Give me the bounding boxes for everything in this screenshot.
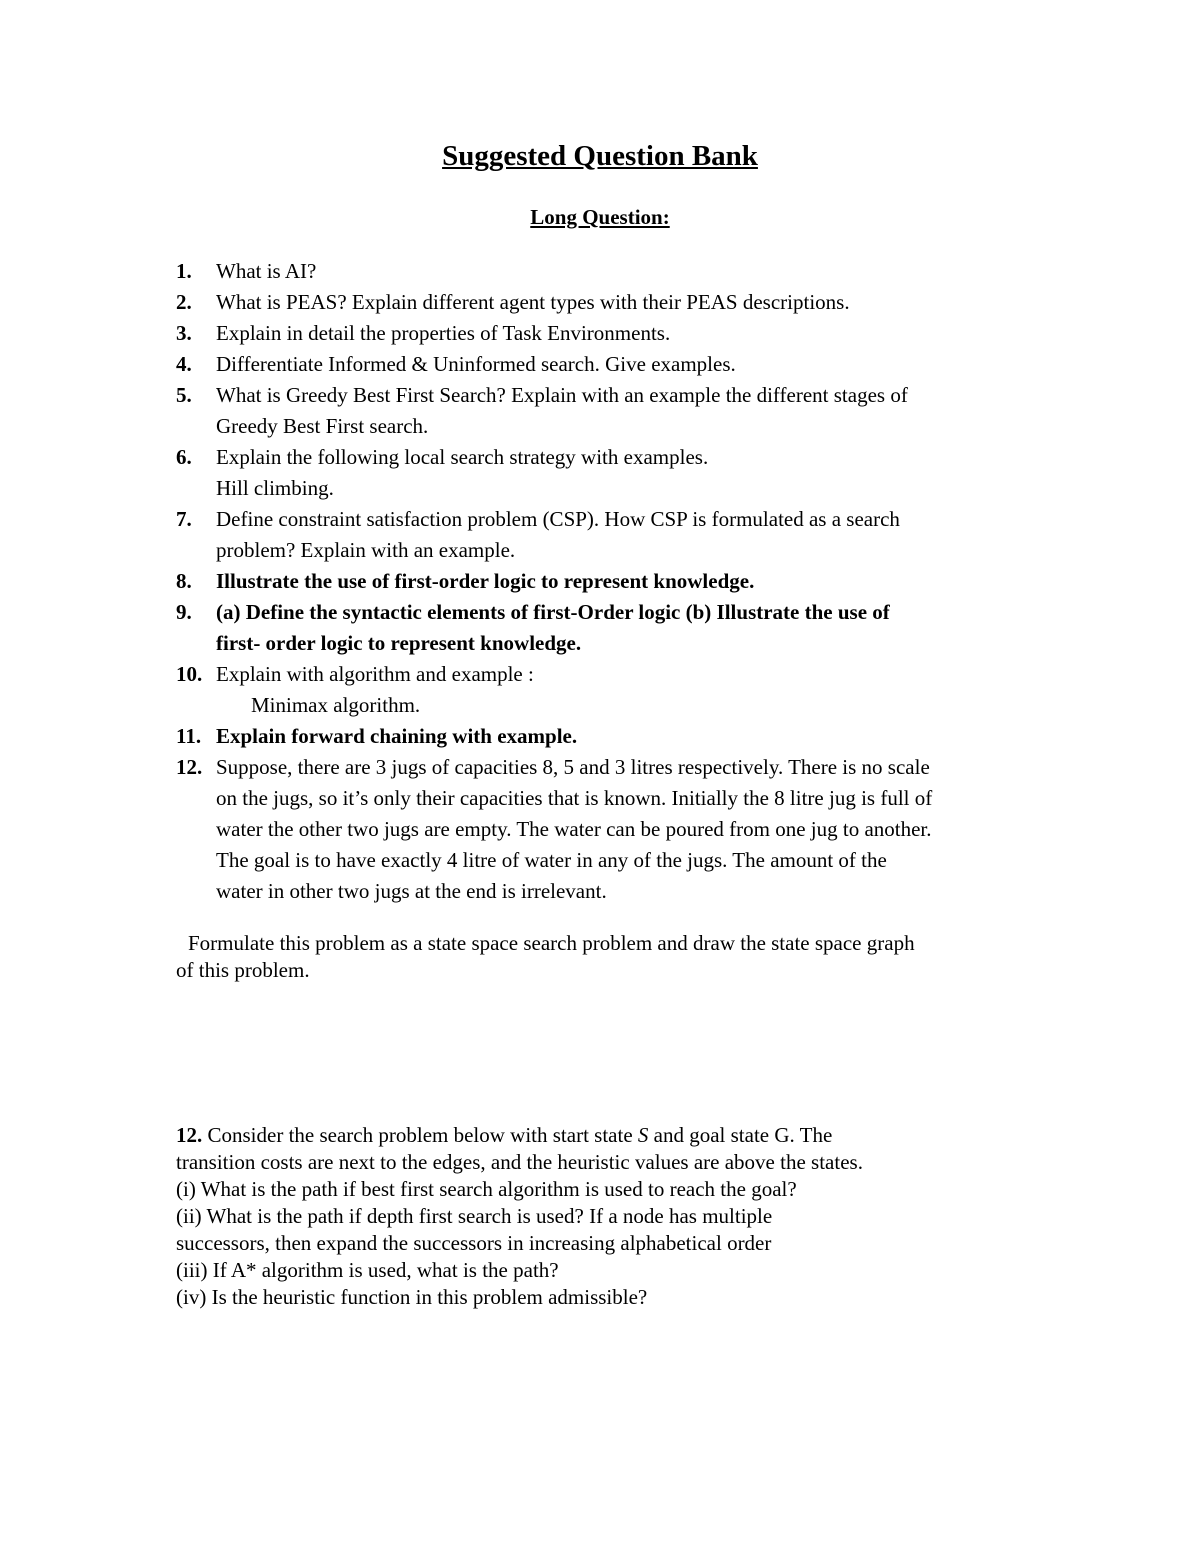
question-number: 12. — [176, 755, 203, 779]
question-text: Explain with algorithm and example : — [216, 662, 534, 686]
question-item — [0, 597, 1200, 659]
paragraph-line: (i) What is the path if best first search algorithm is used to reach the goal? — [176, 1177, 797, 1201]
paragraph-line: transition costs are next to the edges, and the heuristic values are above the states. — [176, 1150, 863, 1174]
question-item — [0, 659, 1200, 721]
question-text: Differentiate Informed & Uninformed search. Give examples. — [216, 352, 736, 376]
question-text: Greedy Best First search. — [216, 414, 429, 438]
question-text: Suppose, there are 3 jugs of capacities 8, 5 and 3 litres respectively. There is no scale — [216, 755, 930, 779]
question-item — [0, 752, 1200, 907]
question-item — [0, 380, 1200, 442]
formulate-paragraph — [176, 930, 1036, 984]
question-text: What is AI? — [216, 259, 317, 283]
question-text: first- order logic to represent knowledge. — [216, 631, 582, 655]
question-text: water in other two jugs at the end is irrelevant. — [216, 879, 607, 903]
question-text: (a) Define the syntactic elements of first-Order logic (b) Illustrate the use of — [216, 600, 890, 624]
question-number: 9. — [176, 600, 192, 624]
question-text: problem? Explain with an example. — [216, 538, 516, 562]
page-title: Suggested Question Bank — [442, 140, 758, 172]
question-text: Hill climbing. — [216, 476, 334, 500]
question-number: 8. — [176, 569, 192, 593]
question-number: 6. — [176, 445, 192, 469]
question-number: 10. — [176, 662, 203, 686]
paragraph-line: of this problem. — [176, 958, 310, 982]
question-item — [0, 349, 1200, 380]
question-text: Minimax algorithm. — [251, 693, 421, 717]
question-item — [0, 566, 1200, 597]
question-number: 5. — [176, 383, 192, 407]
question-item — [0, 504, 1200, 566]
paragraph-text: Consider the search problem below with start state — [207, 1123, 638, 1147]
question-text: What is PEAS? Explain different agent types with their PEAS descriptions. — [216, 290, 850, 314]
question-number: 4. — [176, 352, 192, 376]
paragraph-text: and goal state G. The — [648, 1123, 833, 1147]
question-text: Explain forward chaining with example. — [216, 724, 578, 748]
section-heading: Long Question: — [530, 205, 670, 229]
question-list — [0, 256, 1200, 907]
question-number: 3. — [176, 321, 192, 345]
question-text: Explain the following local search strategy with examples. — [216, 445, 709, 469]
question-text: water the other two jugs are empty. The water can be poured from one jug to another. — [216, 817, 932, 841]
question-number: 12. — [176, 1123, 203, 1147]
paragraph-line — [176, 1122, 1056, 1149]
question-number: 11. — [176, 724, 202, 748]
paragraph-line: (iv) Is the heuristic function in this problem admissible? — [176, 1285, 648, 1309]
paragraph-line: successors, then expand the successors in increasing alphabetical order — [176, 1231, 772, 1255]
paragraph-line: (iii) If A* algorithm is used, what is the path? — [176, 1258, 559, 1282]
paragraph-line: Formulate this problem as a state space search problem and draw the state space graph — [188, 931, 915, 955]
question-text: What is Greedy Best First Search? Explain with an example the different stages of — [216, 383, 908, 407]
question-text: Explain in detail the properties of Task Environments. — [216, 321, 671, 345]
question-item — [0, 442, 1200, 504]
question-item — [0, 721, 1200, 752]
question-number: 1. — [176, 259, 192, 283]
question-text: Illustrate the use of first-order logic to represent knowledge. — [216, 569, 755, 593]
paragraph-line: (ii) What is the path if depth first search is used? If a node has multiple — [176, 1204, 773, 1228]
question-number: 2. — [176, 290, 192, 314]
start-state-symbol: S — [637, 1123, 649, 1147]
question-text: on the jugs, so it’s only their capacities that is known. Initially the 8 litre jug is full of — [216, 786, 933, 810]
question-item — [0, 287, 1200, 318]
question-text: Define constraint satisfaction problem (CSP). How CSP is formulated as a search — [216, 507, 900, 531]
question-item — [0, 256, 1200, 287]
search-problem-question — [176, 1122, 1056, 1311]
question-item — [0, 318, 1200, 349]
question-number: 7. — [176, 507, 192, 531]
question-text: The goal is to have exactly 4 litre of water in any of the jugs. The amount of the — [216, 848, 887, 872]
